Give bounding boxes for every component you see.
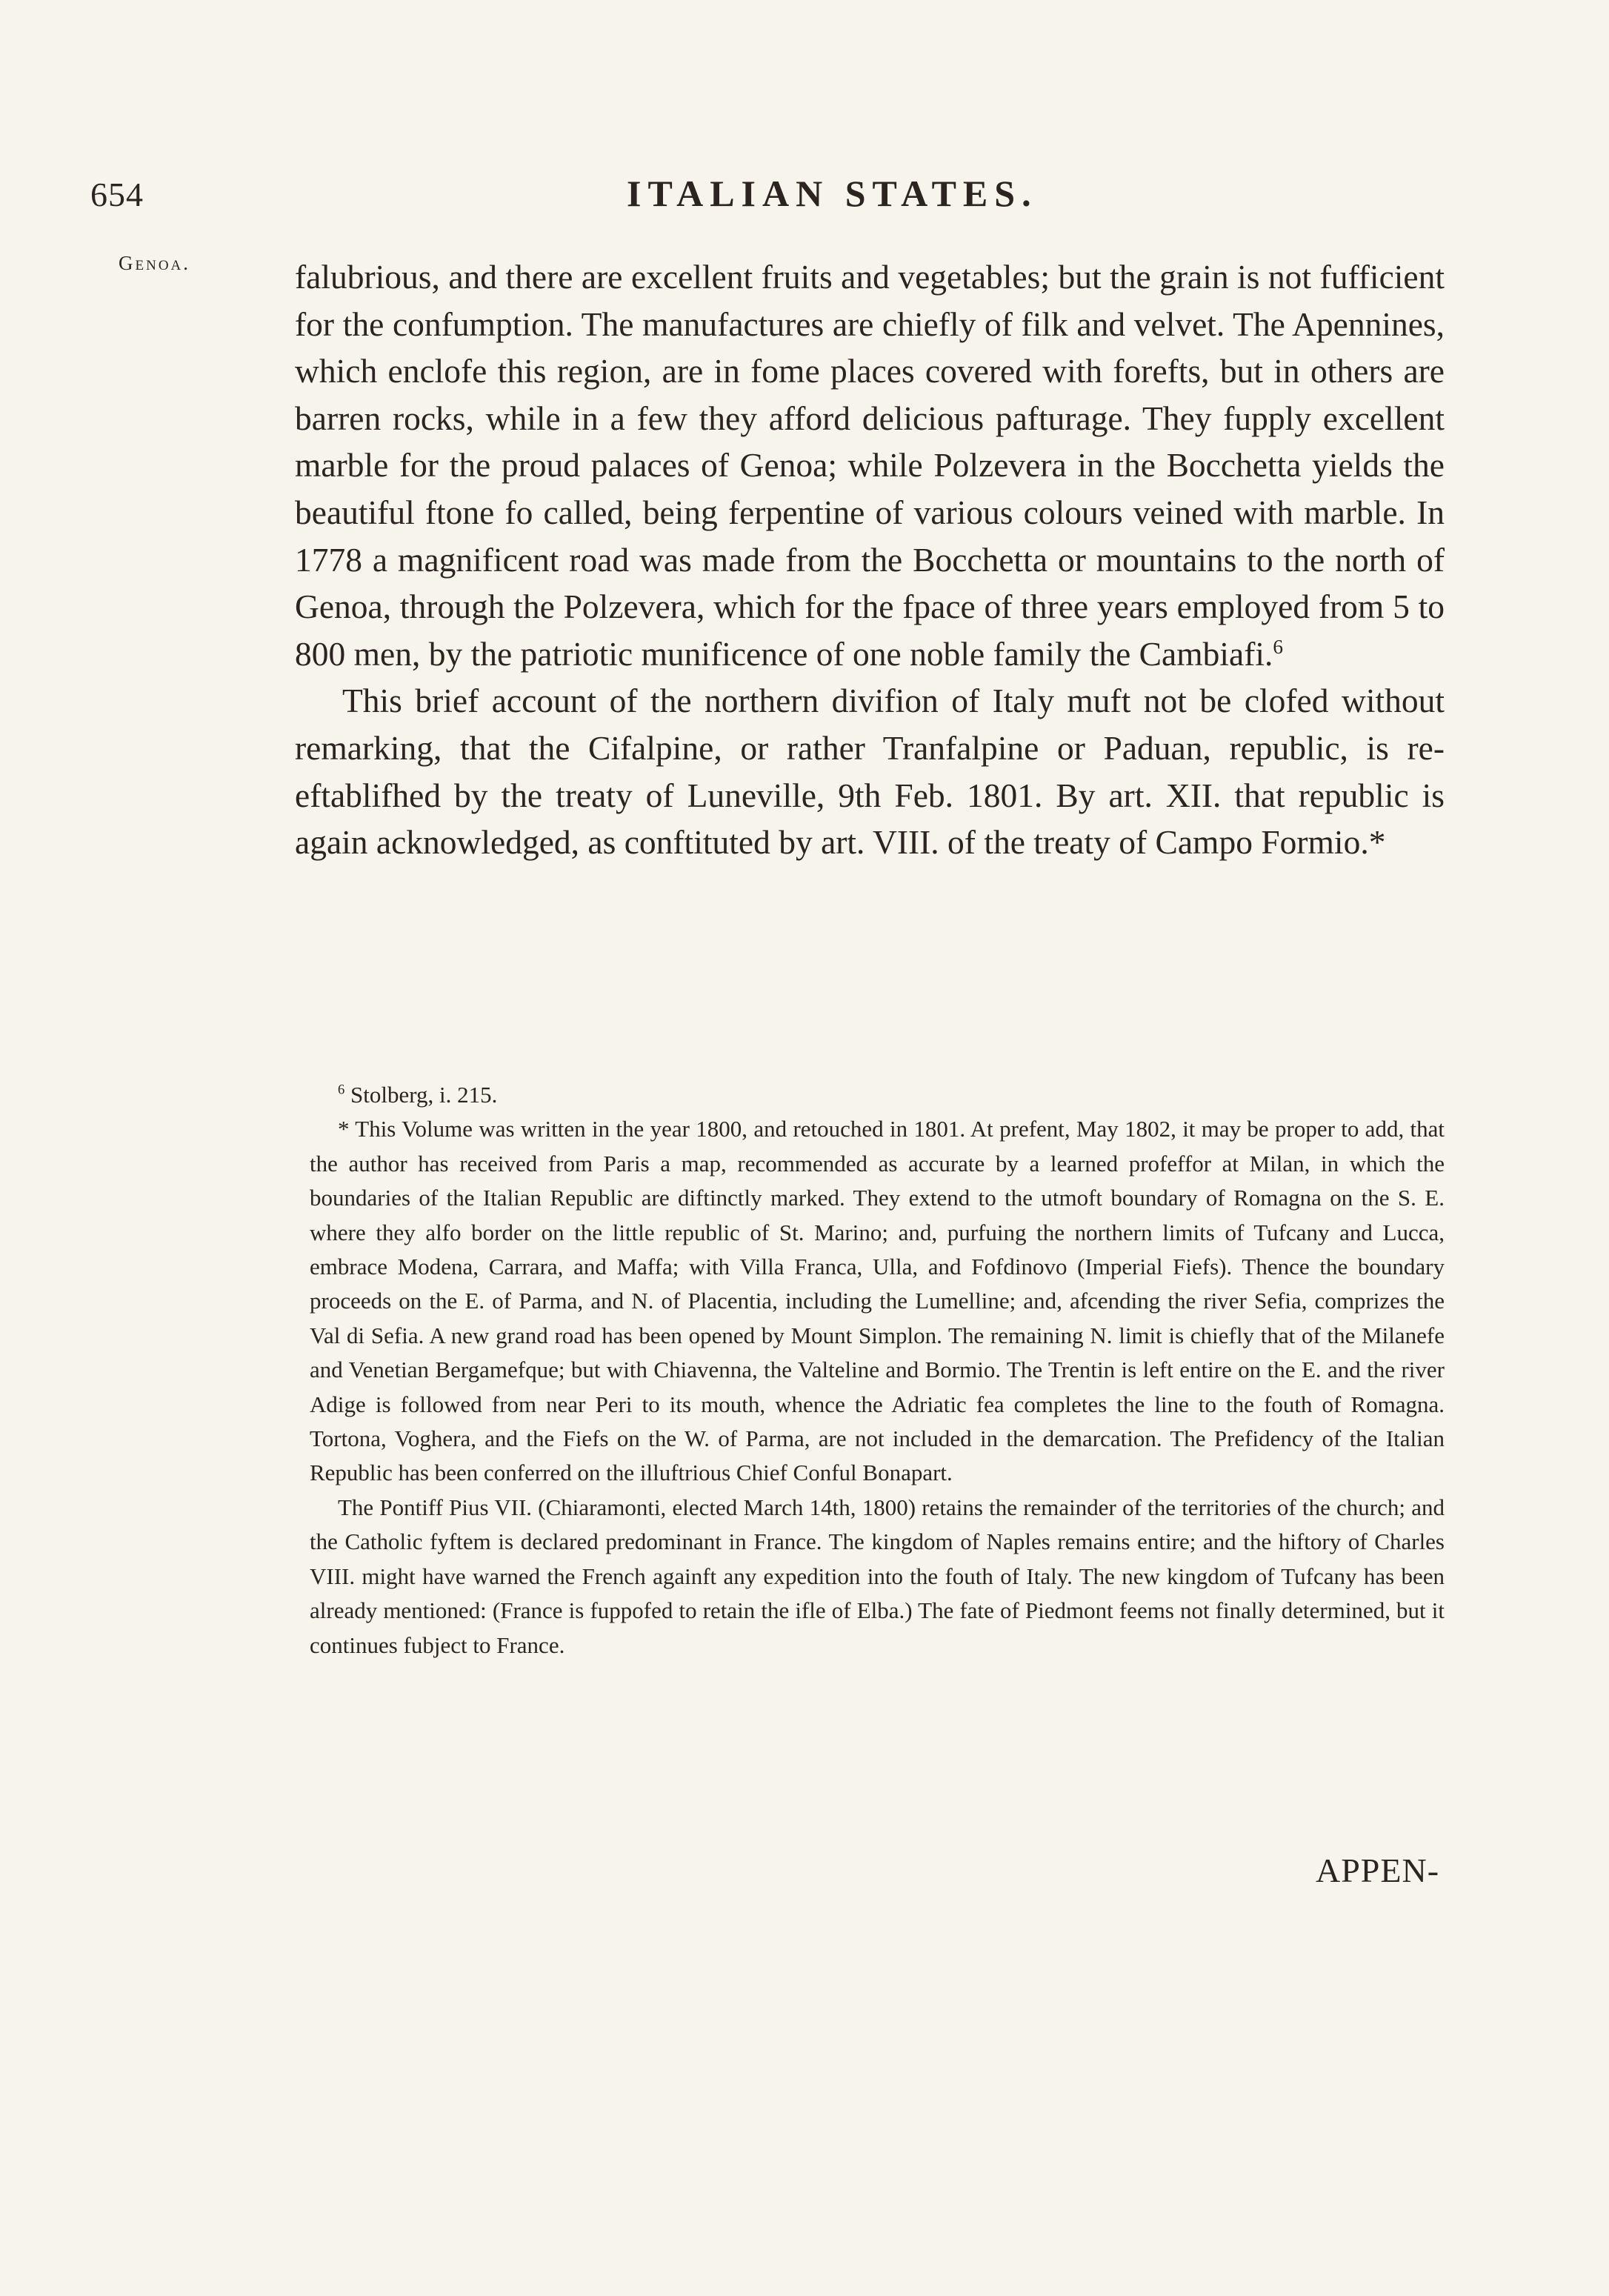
footnote-reference-6: 6 [1273,635,1284,658]
running-title: ITALIAN STATES. [627,173,1038,214]
page-number: 654 [90,176,144,213]
footnotes [310,1078,1445,1663]
main-paragraph-1 [295,253,1445,677]
footnote-6-mark: 6 [338,1082,345,1098]
main-paragraph-2: This brief account of the northern divifion of Italy muft not be clofed without remarking, that the Cifalpine, or rather Tranfalpine or Paduan, republic, is re-eftablifhed by the treaty of Luneville, 9th Feb. 1801. By art. XII. that republic is again acknowledged, as conftituted by art. VIII. of the treaty of Campo Formio.* [295,682,1445,862]
footnote-star-paragraph-1: * This Volume was written in the year 1800, and retouched in 1801. At prefent, May 1802, it may be proper to add, that the author has received from Paris a map, recommended as accurate by a learned profeffor at Milan, in which the boundaries of the Italian Republic are diftinctly marked. They extend to the utmoft boundary of Romagna on the S. E. where they alfo border on the little republic of St. Marino; and, purfuing the northern limits of Tufcany and Lucca, embrace Modena, Carrara, and Maffa; with Villa Franca, Ulla, and Fofdinovo (Imperial Fiefs). Thence the boundary proceeds on the E. of Parma, and N. of Placentia, including the Lumelline; and, afcending the river Sefia, comprizes the Val di Sefia. A new grand road has been opened by Mount Simplon. The remaining N. limit is chiefly that of the Milanefe and Venetian Bergamefque; but with Chiavenna, the Valteline and Bormio. The Trentin is left entire on the E. and the river Adige is followed from near Peri to its mouth, whence the Adriatic fea completes the line to the fouth of Romagna. Tortona, Voghera, and the Fiefs on the W. of Parma, are not included in the demarcation. The Prefidency of the Italian Republic has been conferred on the illuftrious Chief Conful Bonapart. [310,1116,1445,1486]
catchword: APPEN- [1316,1851,1440,1889]
footnote-star-paragraph-2: The Pontiff Pius VII. (Chiaramonti, elected March 14th, 1800) retains the remainder of the territories of the church; and the Catholic fyftem is declared predominant in France. The kingdom of Naples remains entire; and the hiftory of Charles VIII. might have warned the French againft any expedition into the fouth of Italy. The new kingdom of Tufcany has been already mentioned: (France is fuppofed to retain the ifle of Elba.) The fate of Piedmont feems not finally determined, but it continues fubject to France. [310,1494,1445,1658]
footnote-6-text: Stolberg, i. 215. [350,1082,498,1108]
footnote-6 [310,1078,1445,1112]
margin-note: Genoa. [119,252,191,274]
main-text [295,253,1445,866]
main-paragraph-1-text: falubrious, and there are excellent fruits and vegetables; but the grain is not fufficient for the confumption. The manufactures are chiefly of filk and velvet. The Apennines, which enclofe this region, are in fome places covered with forefts, but in others are barren rocks, while in a few they afford delicious pafturage. They fupply excellent marble for the proud palaces of Genoa; while Polzevera in the Bocchetta yields the beautiful ftone fo called, being ferpentine of various colours veined with marble. In 1778 a magnificent road was made from the Bocchetta or mountains to the north of Genoa, through the Polzevera, which for the fpace of three years employed from 5 to 800 men, by the patriotic munificence of one noble family the Cambiafi. [295,258,1445,673]
